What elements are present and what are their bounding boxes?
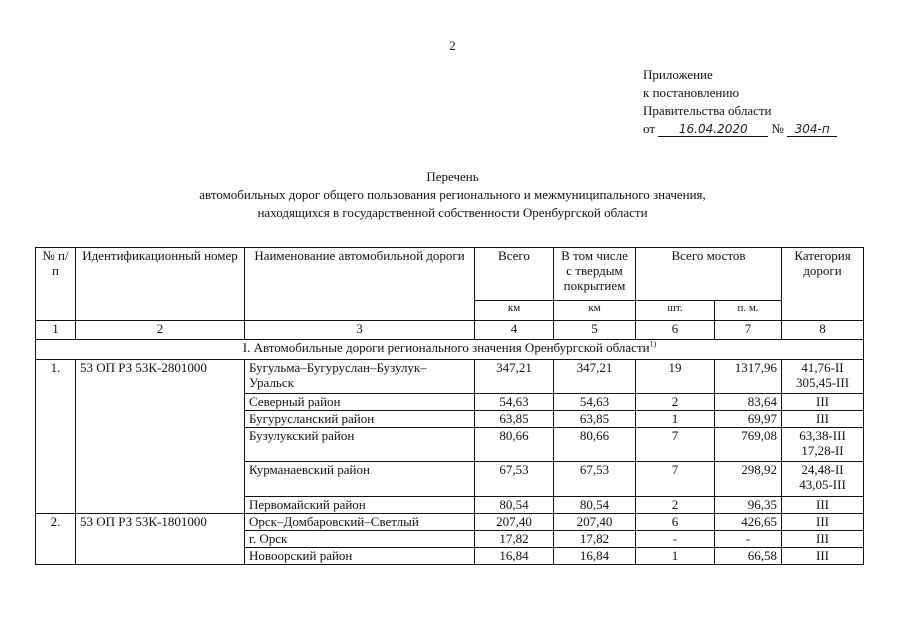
road-category: III [782, 411, 864, 428]
category-line-1: 24,48-II [801, 462, 844, 477]
road-total-km: 80,66 [475, 428, 554, 462]
road-paved-km: 17,82 [554, 531, 636, 548]
road-bridges-count: 7 [636, 428, 715, 462]
road-bridges-count: 1 [636, 548, 715, 565]
category-line-1: 63,38-III [799, 428, 846, 443]
column-number: 5 [554, 321, 636, 340]
road-name: Бузулукский район [245, 428, 475, 462]
table-row [36, 514, 864, 531]
road-paved-km: 80,54 [554, 497, 636, 514]
header-row [36, 248, 864, 301]
road-total-km: 54,63 [475, 394, 554, 411]
road-total-km: 16,84 [475, 548, 554, 565]
column-number: 2 [76, 321, 245, 340]
road-name: г. Орск [245, 531, 475, 548]
title-line-3: находящихся в государственной собственности Оренбургской области [257, 205, 648, 220]
road-bridges-count: 7 [636, 462, 715, 497]
date-prefix: от [643, 121, 656, 136]
road-name: Бугульма–Бугуруслан–Бузулук–Уральск [245, 360, 475, 394]
unit-total: км [475, 301, 554, 321]
road-bridges-length: 1317,96 [715, 360, 782, 394]
column-number: 6 [636, 321, 715, 340]
road-total-km: 80,54 [475, 497, 554, 514]
column-number: 1 [36, 321, 76, 340]
appendix-line-1: Приложение [643, 67, 713, 82]
road-category [782, 360, 864, 394]
column-number: 8 [782, 321, 864, 340]
header-paved: В том числе с твердым покрытием [554, 248, 636, 301]
section-title: I. Автомобильные дороги регионального значения Оренбургской области [242, 340, 650, 355]
road-category: III [782, 531, 864, 548]
table-row [36, 360, 864, 394]
road-total-km: 67,53 [475, 462, 554, 497]
road-bridges-length: 96,35 [715, 497, 782, 514]
road-category: III [782, 514, 864, 531]
decree-date: 16.04.2020 [658, 122, 768, 137]
header-name: Наименование автомобильной дороги [245, 248, 475, 321]
road-bridges-count: 19 [636, 360, 715, 394]
road-id: 53 ОП РЗ 53К-2801000 [76, 360, 245, 514]
road-paved-km: 207,40 [554, 514, 636, 531]
unit-bridges-count: шт. [636, 301, 715, 321]
road-bridges-length: 66,58 [715, 548, 782, 565]
road-name: Орск–Домбаровский–Светлый [245, 514, 475, 531]
unit-bridges-length: п. м. [715, 301, 782, 321]
road-paved-km: 80,66 [554, 428, 636, 462]
road-total-km: 207,40 [475, 514, 554, 531]
unit-paved: км [554, 301, 636, 321]
road-bridges-length: - [715, 531, 782, 548]
road-bridges-length: 426,65 [715, 514, 782, 531]
road-category [782, 462, 864, 497]
category-line-2: 305,45-III [795, 375, 850, 390]
column-numbers-row [36, 321, 864, 340]
header-bridges: Всего мостов [636, 248, 782, 301]
road-name: Новоорский район [245, 548, 475, 565]
category-line-2: 43,05-III [799, 477, 846, 492]
column-number: 3 [245, 321, 475, 340]
road-name: Северный район [245, 394, 475, 411]
road-bridges-count: 2 [636, 497, 715, 514]
road-name: Курманаевский район [245, 462, 475, 497]
road-category: III [782, 548, 864, 565]
road-bridges-count: 2 [636, 394, 715, 411]
road-name: Первомайский район [245, 497, 475, 514]
road-bridges-length: 83,64 [715, 394, 782, 411]
road-category: III [782, 394, 864, 411]
road-paved-km: 63,85 [554, 411, 636, 428]
decree-number: 304-п [787, 122, 837, 137]
header-num: № п/п [36, 248, 76, 321]
road-bridges-count: 6 [636, 514, 715, 531]
section-footnote: 1) [649, 339, 657, 349]
category-line-1: 41,76-II [801, 360, 844, 375]
appendix-line-2: к постановлению [643, 85, 740, 100]
header-category: Категория дороги [782, 248, 864, 321]
road-number: 2. [36, 514, 76, 565]
title-line-1: Перечень [426, 169, 479, 184]
road-paved-km: 347,21 [554, 360, 636, 394]
road-bridges-length: 769,08 [715, 428, 782, 462]
road-paved-km: 54,63 [554, 394, 636, 411]
road-bridges-count: - [636, 531, 715, 548]
road-name: Бугурусланский район [245, 411, 475, 428]
roads-table [35, 247, 864, 565]
number-prefix: № [771, 121, 784, 136]
section-title-cell [36, 340, 864, 360]
road-category: III [782, 497, 864, 514]
road-total-km: 63,85 [475, 411, 554, 428]
page-number: 2 [449, 38, 456, 53]
category-line-2: 17,28-II [801, 443, 844, 458]
road-category [782, 428, 864, 462]
section-row [36, 340, 864, 360]
road-bridges-count: 1 [636, 411, 715, 428]
appendix-block [643, 66, 837, 138]
header-id: Идентификационный номер [76, 248, 245, 321]
column-number: 7 [715, 321, 782, 340]
road-total-km: 347,21 [475, 360, 554, 394]
road-bridges-length: 69,97 [715, 411, 782, 428]
header-total: Всего [475, 248, 554, 301]
road-id: 53 ОП РЗ 53К-1801000 [76, 514, 245, 565]
road-number: 1. [36, 360, 76, 514]
road-paved-km: 67,53 [554, 462, 636, 497]
decree-date-number [643, 120, 837, 138]
column-number: 4 [475, 321, 554, 340]
road-total-km: 17,82 [475, 531, 554, 548]
document-title [0, 168, 905, 222]
road-bridges-length: 298,92 [715, 462, 782, 497]
title-line-2: автомобильных дорог общего пользования регионального и межмуниципального значения, [199, 187, 706, 202]
appendix-line-3: Правительства области [643, 103, 772, 118]
road-paved-km: 16,84 [554, 548, 636, 565]
